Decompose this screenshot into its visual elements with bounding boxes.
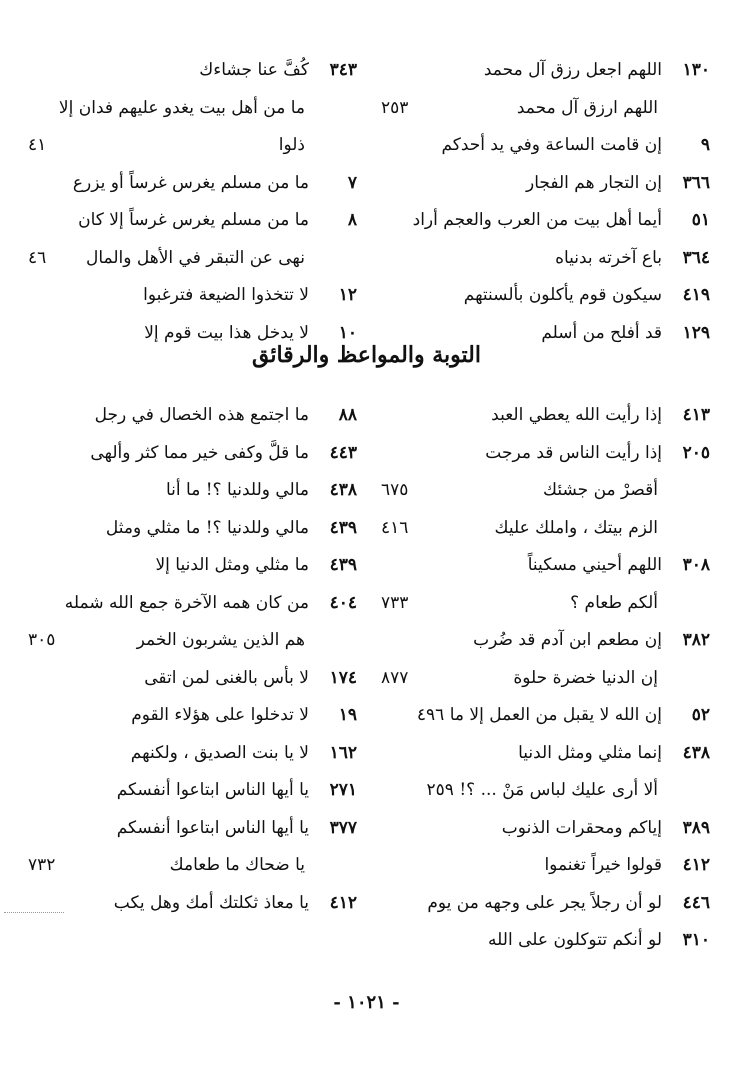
- index-entry: [22, 547, 357, 585]
- index-entry: [375, 165, 710, 203]
- index-entry-continued: [375, 90, 710, 128]
- entry-text: الزم بيتك ، واملك عليك: [494, 517, 658, 538]
- entry-page-number: ٤٤٦: [682, 892, 710, 913]
- entry-text: مالي وللدنيا ؟! ما أنا: [165, 480, 309, 500]
- index-entry: [22, 735, 357, 773]
- entry-text: كُفَّ عنا جشاءك: [199, 60, 309, 80]
- index-entry: [375, 847, 710, 885]
- entry-text: لو أنكم تتوكلون على الله: [488, 930, 662, 950]
- page-number: - ١٠٢١ -: [333, 992, 400, 1013]
- index-entry-continued: [22, 127, 357, 165]
- index-entry: [375, 810, 710, 848]
- entry-page-number: ٤٤٣: [329, 442, 357, 463]
- index-entry: [375, 435, 710, 473]
- entry-page-reference: ٧٣٣: [381, 592, 409, 613]
- index-entry-continued: [375, 585, 710, 623]
- index-entry: [375, 52, 710, 90]
- entry-page-number: ٤٣٩: [329, 555, 357, 575]
- entry-page-number: ٩: [700, 135, 710, 155]
- index-entry: [22, 202, 357, 240]
- index-entry-continued: [375, 472, 710, 510]
- index-entry: [375, 885, 710, 923]
- entry-text: نهى عن التبقر في الأهل والمال: [85, 247, 305, 268]
- index-entry: [22, 510, 357, 548]
- entry-text: يا ضحاك ما طعامك: [169, 855, 305, 875]
- index-column-right-bottom: [375, 397, 710, 960]
- entry-text: إن الله لا يقبل من العمل إلا ما ٤٩٦: [416, 705, 662, 725]
- entry-text: إن الدنيا خضرة حلوة: [513, 667, 658, 688]
- entry-page-number: ٣٠٨: [682, 555, 710, 575]
- index-entry-continued: [22, 90, 357, 128]
- entry-text: ما من أهل بيت يغدو عليهم فدان إلا: [58, 97, 305, 118]
- index-column-left-bottom: [22, 397, 357, 922]
- entry-page-number: ٤١٢: [329, 892, 357, 913]
- entry-page-number: ٤١٩: [682, 285, 710, 305]
- entry-page-number: ٧: [347, 172, 357, 193]
- entry-text: ألكم طعام ؟: [570, 592, 658, 613]
- index-entry: [22, 697, 357, 735]
- entry-text: إن التجار هم الفجار: [526, 172, 662, 193]
- entry-page-number: ٤٣٨: [682, 742, 710, 763]
- index-entry-continued: [375, 510, 710, 548]
- index-entry: [375, 240, 710, 278]
- entry-page-number: ١٧٤: [329, 667, 357, 688]
- index-entry: [375, 277, 710, 315]
- entry-page-number: ٢٠٥: [682, 442, 710, 463]
- index-entry: [22, 277, 357, 315]
- entry-text: ما مثلي ومثل الدنيا إلا: [155, 555, 309, 575]
- index-entry: [375, 547, 710, 585]
- entry-page-number: ٣٨٢: [682, 630, 710, 650]
- index-entry: [375, 202, 710, 240]
- entry-page-number: ٥٢: [691, 705, 710, 725]
- entry-page-number: ٣٦٤: [682, 247, 710, 268]
- entry-page-reference: ٨٧٧: [381, 667, 409, 688]
- entry-text: إنما مثلي ومثل الدنيا: [518, 742, 662, 763]
- index-entry: [22, 772, 357, 810]
- entry-page-reference: ٤١٦: [381, 517, 409, 538]
- entry-text: لا يدخل هذا بيت قوم إلا: [144, 322, 309, 343]
- index-entry-continued: [375, 772, 710, 810]
- index-entry: [22, 472, 357, 510]
- index-entry: [375, 622, 710, 660]
- entry-text: من كان همه الآخرة جمع الله شمله: [64, 592, 309, 613]
- entry-page-number: ١٦٢: [329, 742, 357, 763]
- entry-page-number: ٣١٠: [682, 930, 710, 950]
- entry-page-number: ٣٧٧: [329, 817, 357, 838]
- section-heading: التوبة والمواعظ والرقائق: [252, 342, 481, 368]
- entry-page-reference: ٢٥٣: [381, 97, 409, 118]
- entry-text: باع آخرته بدنياه: [555, 247, 662, 268]
- entry-page-number: ٤١٣: [682, 405, 710, 425]
- entry-page-number: ٣٨٩: [682, 817, 710, 838]
- entry-text: سيكون قوم يأكلون بألسنتهم: [463, 285, 662, 305]
- entry-text: إذا رأيت الله يعطي العبد: [491, 405, 662, 425]
- entry-text: لا تتخذوا الضيعة فترغبوا: [143, 285, 309, 305]
- index-entry-continued: [22, 622, 357, 660]
- entry-text: هم الذين يشربون الخمر: [136, 630, 305, 650]
- index-entry-continued: [22, 847, 357, 885]
- entry-text: إن قامت الساعة وفي يد أحدكم: [441, 135, 662, 155]
- index-entry: [375, 397, 710, 435]
- index-entry-continued: [22, 240, 357, 278]
- entry-page-number: ٥١: [691, 210, 710, 230]
- index-entry: [375, 697, 710, 735]
- index-column-right-top: [375, 52, 710, 352]
- entry-text: اللهم اجعل رزق آل محمد: [483, 60, 662, 80]
- entry-text: لا يا بنت الصديق ، ولكنهم: [130, 742, 309, 763]
- entry-page-reference: ٣٠٥: [28, 630, 56, 650]
- entry-text: إياكم ومحقرات الذنوب: [501, 817, 662, 838]
- entry-page-number: ٢٧١: [329, 780, 357, 800]
- entry-text: ذلوا: [278, 135, 305, 155]
- entry-text: أيما أهل بيت من العرب والعجم أراد: [412, 210, 662, 230]
- entry-text: ما من مسلم يغرس غرساً أو يزرع: [72, 172, 309, 193]
- index-column-left-top: [22, 52, 357, 352]
- index-entry: [22, 165, 357, 203]
- entry-text: أقصرْ من جشئك: [543, 480, 658, 500]
- index-entry: [22, 810, 357, 848]
- entry-text: يا معاذ ثكلتك أمك وهل يكب: [113, 892, 309, 913]
- entry-text: إن مطعم ابن آدم قد ضُرب: [473, 630, 662, 650]
- entry-page-reference: ٦٧٥: [381, 480, 409, 500]
- entry-page-reference: ٧٣٢: [28, 855, 56, 875]
- index-entry: [22, 660, 357, 698]
- entry-page-number: ٨: [347, 210, 357, 230]
- entry-page-number: ٤٣٩: [329, 517, 357, 538]
- entry-text: اللهم أحيني مسكيناً: [527, 555, 662, 575]
- entry-text: ما قلَّ وكفى خير مما كثر وألهى: [90, 442, 309, 463]
- entry-text: يا أيها الناس ابتاعوا أنفسكم: [116, 780, 309, 800]
- margin-mark: [4, 912, 64, 917]
- entry-text: لا تدخلوا على هؤلاء القوم: [131, 705, 309, 725]
- entry-page-number: ٣٤٣: [329, 60, 357, 80]
- entry-text: ما اجتمع هذه الخصال في رجل: [94, 405, 309, 425]
- entry-page-number: ٤٣٨: [329, 480, 357, 500]
- entry-text: ما من مسلم يغرس غرساً إلا كان: [78, 210, 309, 230]
- entry-page-number: ١٢: [338, 285, 357, 305]
- entry-text: مالي وللدنيا ؟! ما مثلي ومثل: [105, 517, 309, 538]
- entry-page-number: ٣٦٦: [682, 172, 710, 193]
- entry-text: اللهم ارزق آل محمد: [516, 97, 658, 118]
- entry-page-number: ٤٠٤: [329, 592, 357, 613]
- index-entry: [375, 922, 710, 960]
- entry-page-reference: ٤٦: [28, 247, 47, 268]
- entry-text: قد أفلح من أسلم: [541, 322, 662, 343]
- entry-text: لا بأس بالغنى لمن اتقى: [144, 667, 309, 688]
- index-entry: [375, 735, 710, 773]
- entry-page-number: ٤١٢: [682, 855, 710, 875]
- entry-page-number: ١٣٠: [682, 60, 710, 80]
- index-entry: [22, 397, 357, 435]
- entry-text: إذا رأيت الناس قد مرجت: [485, 442, 662, 463]
- entry-page-number: ٨٨: [338, 405, 357, 425]
- index-entry: [22, 435, 357, 473]
- index-entry: [22, 885, 357, 923]
- index-entry: [375, 127, 710, 165]
- index-entry: [22, 585, 357, 623]
- entry-text: يا أيها الناس ابتاعوا أنفسكم: [116, 817, 309, 838]
- entry-page-number: ١٠: [338, 322, 357, 343]
- entry-text: لو أن رجلاً يجر على وجهه من يوم: [427, 892, 662, 913]
- entry-page-number: ١٩: [338, 705, 357, 725]
- entry-page-number: ١٢٩: [682, 322, 710, 343]
- index-entry-continued: [375, 660, 710, 698]
- entry-text: قولوا خيراً تغنموا: [544, 855, 662, 875]
- index-entry: [22, 52, 357, 90]
- entry-text: ألا أرى عليك لباس مَنْ ... ؟! ٢٥٩: [426, 780, 658, 800]
- entry-page-reference: ٤١: [28, 135, 47, 155]
